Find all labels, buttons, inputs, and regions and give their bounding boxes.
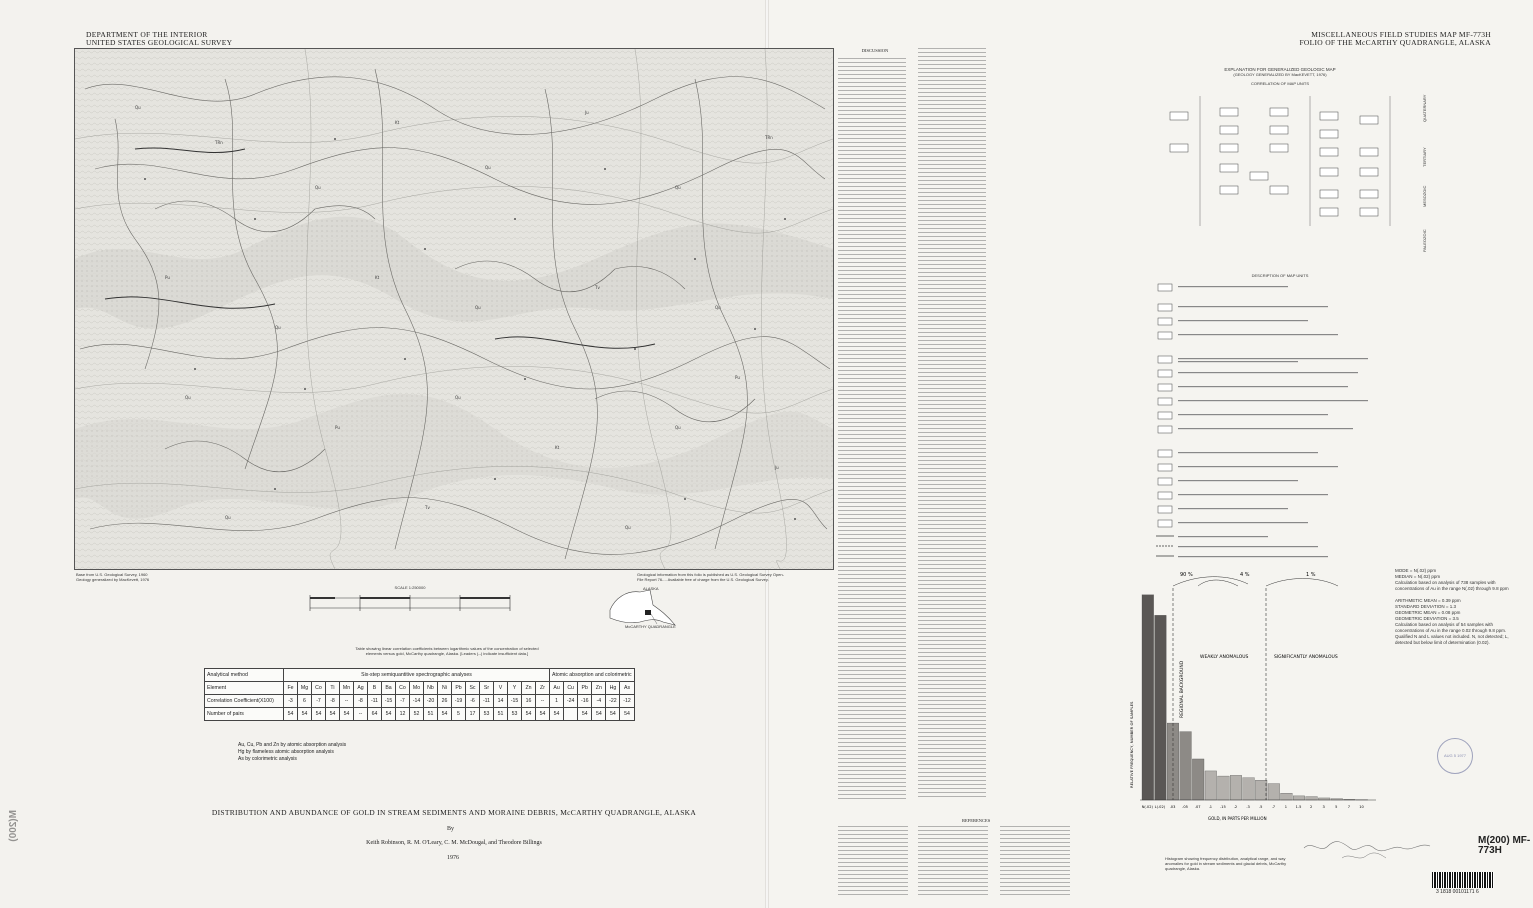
pairs-cell: -- bbox=[354, 708, 368, 721]
element-cell: Ba bbox=[382, 682, 396, 695]
x-tick-label: 1.5 bbox=[1295, 805, 1302, 809]
histogram-bar bbox=[1243, 778, 1255, 800]
arc-regional bbox=[1173, 577, 1248, 586]
coefficient-cell: -- bbox=[340, 695, 354, 708]
coefficient-cell: -7 bbox=[312, 695, 326, 708]
coefficient-cell: 26 bbox=[438, 695, 452, 708]
element-cell: Y bbox=[508, 682, 522, 695]
histogram-bar bbox=[1192, 759, 1204, 800]
svg-text:Pu: Pu bbox=[335, 425, 340, 430]
pairs-cell: 54 bbox=[340, 708, 354, 721]
method-label: Analytical method bbox=[205, 669, 284, 682]
coefficient-cell: -15 bbox=[382, 695, 396, 708]
histogram-bar bbox=[1205, 771, 1217, 800]
correlation-heading: CORRELATION OF MAP UNITS bbox=[1250, 81, 1310, 86]
pairs-cell: 54 bbox=[606, 708, 620, 721]
element-cell: Zr bbox=[536, 682, 550, 695]
element-cell: Sc bbox=[466, 682, 480, 695]
y-axis-label: RELATIVE FREQUENCY, NUMBER OF SAMPLES bbox=[1129, 701, 1134, 788]
coefficient-cell: -3 bbox=[284, 695, 298, 708]
svg-text:Qu: Qu bbox=[675, 185, 681, 190]
x-tick-label: .05 bbox=[1182, 805, 1188, 809]
svg-text:Qu: Qu bbox=[485, 165, 491, 170]
method-atomic: Atomic absorption and colorimetric bbox=[550, 669, 635, 682]
x-tick-label: 3 bbox=[1322, 805, 1325, 809]
coefficient-cell: -15 bbox=[508, 695, 522, 708]
histogram-bar bbox=[1318, 798, 1330, 800]
inset-label-alaska: ALASKA bbox=[643, 586, 659, 591]
coefficient-cell: 16 bbox=[522, 695, 536, 708]
left-edge-stamp: M(200) bbox=[8, 810, 19, 842]
table-method-row bbox=[205, 669, 635, 682]
explanation-title: EXPLANATION FOR GENERALIZED GEOLOGIC MAP bbox=[1224, 67, 1336, 72]
series-line-1: MISCELLANEOUS FIELD STUDIES MAP MF-773H bbox=[1311, 30, 1491, 39]
svg-text:Qu: Qu bbox=[185, 395, 191, 400]
pairs-cell: 54 bbox=[326, 708, 340, 721]
coefficient-cell: -11 bbox=[368, 695, 382, 708]
histogram-bar bbox=[1180, 732, 1192, 800]
stat-median: MEDIAN = N(.02) ppm bbox=[1395, 574, 1441, 579]
explanation-block bbox=[1160, 67, 1427, 278]
coefficient-cell: -14 bbox=[410, 695, 424, 708]
map-unit-legend bbox=[1148, 280, 1388, 570]
pairs-cell: 64 bbox=[368, 708, 382, 721]
references-column-1 bbox=[838, 826, 908, 898]
element-cell: Hg bbox=[606, 682, 620, 695]
pairs-cell: 54 bbox=[550, 708, 564, 721]
histogram-bar bbox=[1230, 775, 1242, 800]
element-cell: V bbox=[494, 682, 508, 695]
pairs-cell: 54 bbox=[592, 708, 606, 721]
x-axis-label: GOLD, IN PARTS PER MILLION bbox=[1208, 816, 1267, 821]
svg-text:Qu: Qu bbox=[715, 305, 721, 310]
x-tick-label: 5 bbox=[1335, 805, 1338, 809]
histogram-bar bbox=[1155, 615, 1167, 800]
geologic-information-note: Geological information from this folio is published as U.S. Geological Survey Open-File Report 76-... Available free of charge from the U.S. Geological Survey. bbox=[637, 572, 784, 582]
pct-label-weak: 4 % bbox=[1240, 572, 1250, 578]
note-line-3: As by colorimetric analysis bbox=[238, 756, 297, 762]
method-spectro: Six-step semiquantitive spectrographic analyses bbox=[284, 669, 550, 682]
svg-text:TRn: TRn bbox=[765, 135, 773, 140]
zone-label-weak: WEAKLY ANOMALOUS bbox=[1200, 655, 1249, 660]
x-tick-label: .3 bbox=[1246, 805, 1250, 809]
svg-text:Qu: Qu bbox=[135, 105, 141, 110]
base-note bbox=[76, 572, 196, 582]
x-tick-label: 7 bbox=[1347, 805, 1351, 809]
row-label-element: Element bbox=[205, 682, 284, 695]
svg-text:Ju: Ju bbox=[775, 465, 779, 470]
element-cell: Mo bbox=[410, 682, 424, 695]
element-cell: Ni bbox=[438, 682, 452, 695]
pct-label-regional: 90 % bbox=[1180, 572, 1193, 578]
element-cell: B bbox=[368, 682, 382, 695]
map-title: DISTRIBUTION AND ABUNDANCE OF GOLD IN STREAM SEDIMENTS AND MORAINE DEBRIS, McCARTHY QUADRANGLE, ALASKA bbox=[211, 808, 697, 817]
svg-text:Kt: Kt bbox=[395, 120, 400, 125]
library-stamp: AUG 5 1977 bbox=[1437, 738, 1473, 774]
base-note-line-2: Geology generalized by MacKevett, 1976 bbox=[76, 577, 150, 582]
arc-significant bbox=[1266, 579, 1338, 587]
coefficient-cell: -19 bbox=[452, 695, 466, 708]
x-tick-label: .5 bbox=[1258, 805, 1263, 809]
histogram-bar bbox=[1142, 595, 1154, 800]
analysis-notes bbox=[238, 742, 346, 763]
svg-text:Pu: Pu bbox=[165, 275, 170, 280]
authors: Keith Robinson, R. M. O'Leary, C. M. McDougal, and Theodore Billings bbox=[366, 840, 542, 846]
element-cell: Pb bbox=[578, 682, 592, 695]
svg-text:Qu: Qu bbox=[625, 525, 631, 530]
era-paleozoic: PALEOZOIC bbox=[1422, 229, 1427, 252]
svg-text:Ju: Ju bbox=[585, 110, 589, 115]
element-cell: Zn bbox=[522, 682, 536, 695]
pairs-cell: 51 bbox=[424, 708, 438, 721]
coefficient-cell: -20 bbox=[424, 695, 438, 708]
inset-label-quadrangle: McCARTHY QUADRANGLE bbox=[625, 624, 676, 629]
svg-text:Qu: Qu bbox=[675, 425, 681, 430]
barcode-number: 3 1818 00101171 6 bbox=[1436, 889, 1479, 895]
x-tick-label: .03 bbox=[1169, 805, 1176, 809]
x-tick-label: .1 bbox=[1208, 805, 1213, 809]
handwritten-annotation bbox=[1302, 836, 1432, 866]
correlation-chart bbox=[1160, 86, 1400, 266]
table-coefficient-row bbox=[205, 695, 635, 708]
stat-std-dev: STANDARD DEVIATION = 1.3 bbox=[1395, 604, 1456, 609]
element-cell: Ag bbox=[354, 682, 368, 695]
table-element-row bbox=[205, 682, 635, 695]
scale-bar-graphic bbox=[300, 590, 520, 620]
pairs-cell bbox=[564, 708, 578, 721]
coefficient-cell: -22 bbox=[606, 695, 620, 708]
stat-basis-1: Calculation based on analysis of 738 samples with concentrations of Au in the range N(.02) through 9.8 ppm bbox=[1395, 580, 1509, 591]
agency-header bbox=[86, 31, 232, 47]
pairs-cell: 53 bbox=[480, 708, 494, 721]
series-header bbox=[1299, 31, 1491, 47]
coefficient-cell: 6 bbox=[298, 695, 312, 708]
era-tertiary: TERTIARY bbox=[1422, 147, 1427, 167]
pairs-cell: 54 bbox=[284, 708, 298, 721]
coefficient-cell: -12 bbox=[620, 695, 634, 708]
x-tick-label: N(.02) bbox=[1141, 805, 1153, 809]
table-caption: Table showing linear correlation coefficients between logarithmic values of the concentration of selected elements versus gold, McCarthy quadrangle, Alaska. [Leaders (--) indicate insufficient data.] bbox=[355, 646, 539, 656]
x-tick-label: .15 bbox=[1220, 805, 1226, 809]
gold-histogram bbox=[1128, 568, 1378, 833]
references-column-3 bbox=[1000, 826, 1070, 898]
histogram-caption: Histogram showing frequency distribution, analytical range, and way anomalies for gold in stream sediments and glacial debris, McCarthy quadrangle, Alaska. bbox=[1165, 856, 1287, 871]
barcode bbox=[1432, 872, 1494, 888]
element-cell: Sr bbox=[480, 682, 494, 695]
element-cell: Mn bbox=[340, 682, 354, 695]
zone-label-significant: SIGNIFICANTLY ANOMALOUS bbox=[1274, 655, 1338, 660]
coefficient-cell: -6 bbox=[466, 695, 480, 708]
svg-text:Qu: Qu bbox=[475, 305, 481, 310]
scale-label: SCALE 1:250000 bbox=[394, 585, 426, 590]
x-tick-label: .7 bbox=[1271, 805, 1276, 809]
arc-weak bbox=[1198, 580, 1238, 586]
coefficient-cell: 14 bbox=[494, 695, 508, 708]
element-cell: Mg bbox=[298, 682, 312, 695]
pct-label-significant: 1 % bbox=[1306, 572, 1316, 578]
era-quaternary: QUATERNARY bbox=[1422, 94, 1427, 122]
map-drawing bbox=[75, 49, 833, 569]
stat-geo-dev: GEOMETRIC DEVIATION = 3.5 bbox=[1395, 616, 1459, 621]
stat-basis-2: Calculation based on analysis of 54 samples with concentrations of Au in the range 0.02 through 9.8 ppm. Qualified N and L values not included. N, not detected; L, detected but below limit of determination (0.02). bbox=[1395, 622, 1509, 645]
era-mesozoic: MESOZOIC bbox=[1422, 185, 1427, 207]
x-tick-label: L(.02) bbox=[1154, 805, 1166, 809]
element-cell: Fe bbox=[284, 682, 298, 695]
element-cell: Ti bbox=[326, 682, 340, 695]
index-map bbox=[605, 580, 680, 630]
svg-text:Qu: Qu bbox=[315, 185, 321, 190]
histogram-bar bbox=[1306, 797, 1318, 800]
pairs-cell: 54 bbox=[438, 708, 452, 721]
coefficient-cell: 1 bbox=[550, 695, 564, 708]
element-cell: Cu bbox=[564, 682, 578, 695]
pairs-cell: 54 bbox=[522, 708, 536, 721]
pairs-cell: 54 bbox=[620, 708, 634, 721]
publication-year: 1976 bbox=[447, 855, 459, 861]
x-tick-label: 10 bbox=[1359, 805, 1364, 809]
element-cell: Co bbox=[312, 682, 326, 695]
coefficient-cell: -8 bbox=[326, 695, 340, 708]
discussion-column-1 bbox=[838, 58, 906, 800]
by-line: By bbox=[447, 826, 455, 832]
svg-text:Tv: Tv bbox=[425, 505, 430, 510]
coefficient-cell: -- bbox=[536, 695, 550, 708]
pairs-cell: 53 bbox=[508, 708, 522, 721]
coefficient-cell: -7 bbox=[396, 695, 410, 708]
note-line-1: Au, Cu, Pb and Zn by atomic absorption analysis bbox=[238, 742, 347, 748]
element-cell: Nb bbox=[424, 682, 438, 695]
x-tick-label: 2 bbox=[1309, 805, 1313, 809]
correlation-table bbox=[204, 668, 635, 721]
pairs-cell: 17 bbox=[466, 708, 480, 721]
scale-bar bbox=[300, 585, 520, 625]
svg-text:Qu: Qu bbox=[275, 325, 281, 330]
element-cell: As bbox=[620, 682, 634, 695]
histogram-bar bbox=[1268, 784, 1280, 800]
pairs-cell: 54 bbox=[298, 708, 312, 721]
histogram-statistics bbox=[1395, 568, 1515, 646]
svg-text:Pu: Pu bbox=[735, 375, 740, 380]
pairs-cell: 54 bbox=[382, 708, 396, 721]
coefficient-cell: -16 bbox=[578, 695, 592, 708]
coefficient-cell: -11 bbox=[480, 695, 494, 708]
series-line-2: FOLIO OF THE McCARTHY QUADRANGLE, ALASKA bbox=[1299, 38, 1491, 47]
base-note-line-1: Base from U.S. Geological Survey, 1960 bbox=[76, 572, 148, 577]
pairs-cell: 5 bbox=[452, 708, 466, 721]
coefficient-cell: -24 bbox=[564, 695, 578, 708]
histogram-chart bbox=[1128, 568, 1378, 833]
svg-text:Kt: Kt bbox=[375, 275, 380, 280]
row-label-pairs: Number of pairs bbox=[205, 708, 284, 721]
element-cell: Pb bbox=[452, 682, 466, 695]
pairs-cell: 52 bbox=[410, 708, 424, 721]
explanation-subtitle: (GEOLOGY GENERALIZED BY MacKEVETT, 1976) bbox=[1233, 72, 1327, 77]
x-tick-label: 1 bbox=[1284, 805, 1288, 809]
svg-text:Kt: Kt bbox=[555, 445, 560, 450]
pairs-cell: 54 bbox=[536, 708, 550, 721]
x-tick-label: .07 bbox=[1194, 805, 1201, 809]
element-cell: Zn bbox=[592, 682, 606, 695]
histogram-bar bbox=[1281, 793, 1293, 800]
histogram-bar bbox=[1293, 796, 1305, 800]
stat-geo-mean: GEOMETRIC MEAN = 0.08 ppm bbox=[1395, 610, 1461, 615]
discussion-column-2 bbox=[918, 48, 986, 800]
call-number: M(200) MF-773H bbox=[1478, 835, 1531, 856]
dept-line-1: DEPARTMENT OF THE INTERIOR bbox=[86, 30, 208, 39]
zone-label-regional: REGIONAL BACKGROUND bbox=[1180, 660, 1185, 718]
pairs-cell: 12 bbox=[396, 708, 410, 721]
svg-text:Qu: Qu bbox=[455, 395, 461, 400]
references-heading: REFERENCES bbox=[962, 818, 991, 823]
coefficient-cell: -8 bbox=[354, 695, 368, 708]
stat-arith-mean: ARITHMETIC MEAN = 0.39 ppm bbox=[1395, 598, 1461, 603]
histogram-bar bbox=[1255, 780, 1267, 800]
description-heading: DESCRIPTION OF MAP UNITS bbox=[1251, 273, 1309, 278]
pairs-cell: 54 bbox=[578, 708, 592, 721]
pairs-cell: 51 bbox=[494, 708, 508, 721]
dept-line-2: UNITED STATES GEOLOGICAL SURVEY bbox=[86, 38, 233, 47]
element-cell: Co bbox=[396, 682, 410, 695]
histogram-bar bbox=[1218, 776, 1230, 800]
note-line-2: Hg by flameless atomic absorption analysis bbox=[238, 749, 334, 755]
references-column-2 bbox=[918, 826, 988, 898]
row-label-coefficient: Correlation Coefficient(X100) bbox=[205, 695, 284, 708]
discussion-heading: DISCUSSION bbox=[861, 48, 889, 53]
pairs-cell: 54 bbox=[312, 708, 326, 721]
coefficient-cell: -4 bbox=[592, 695, 606, 708]
geologic-map bbox=[74, 48, 834, 570]
svg-text:Tv: Tv bbox=[595, 285, 600, 290]
table-pairs-row bbox=[205, 708, 635, 721]
svg-text:TRn: TRn bbox=[215, 140, 223, 145]
stat-mode: MODE = N(.02) ppm bbox=[1395, 568, 1437, 573]
element-cell: Au bbox=[550, 682, 564, 695]
legend-graphic bbox=[1148, 280, 1388, 570]
x-tick-label: .2 bbox=[1233, 805, 1238, 809]
svg-text:Qu: Qu bbox=[225, 515, 231, 520]
